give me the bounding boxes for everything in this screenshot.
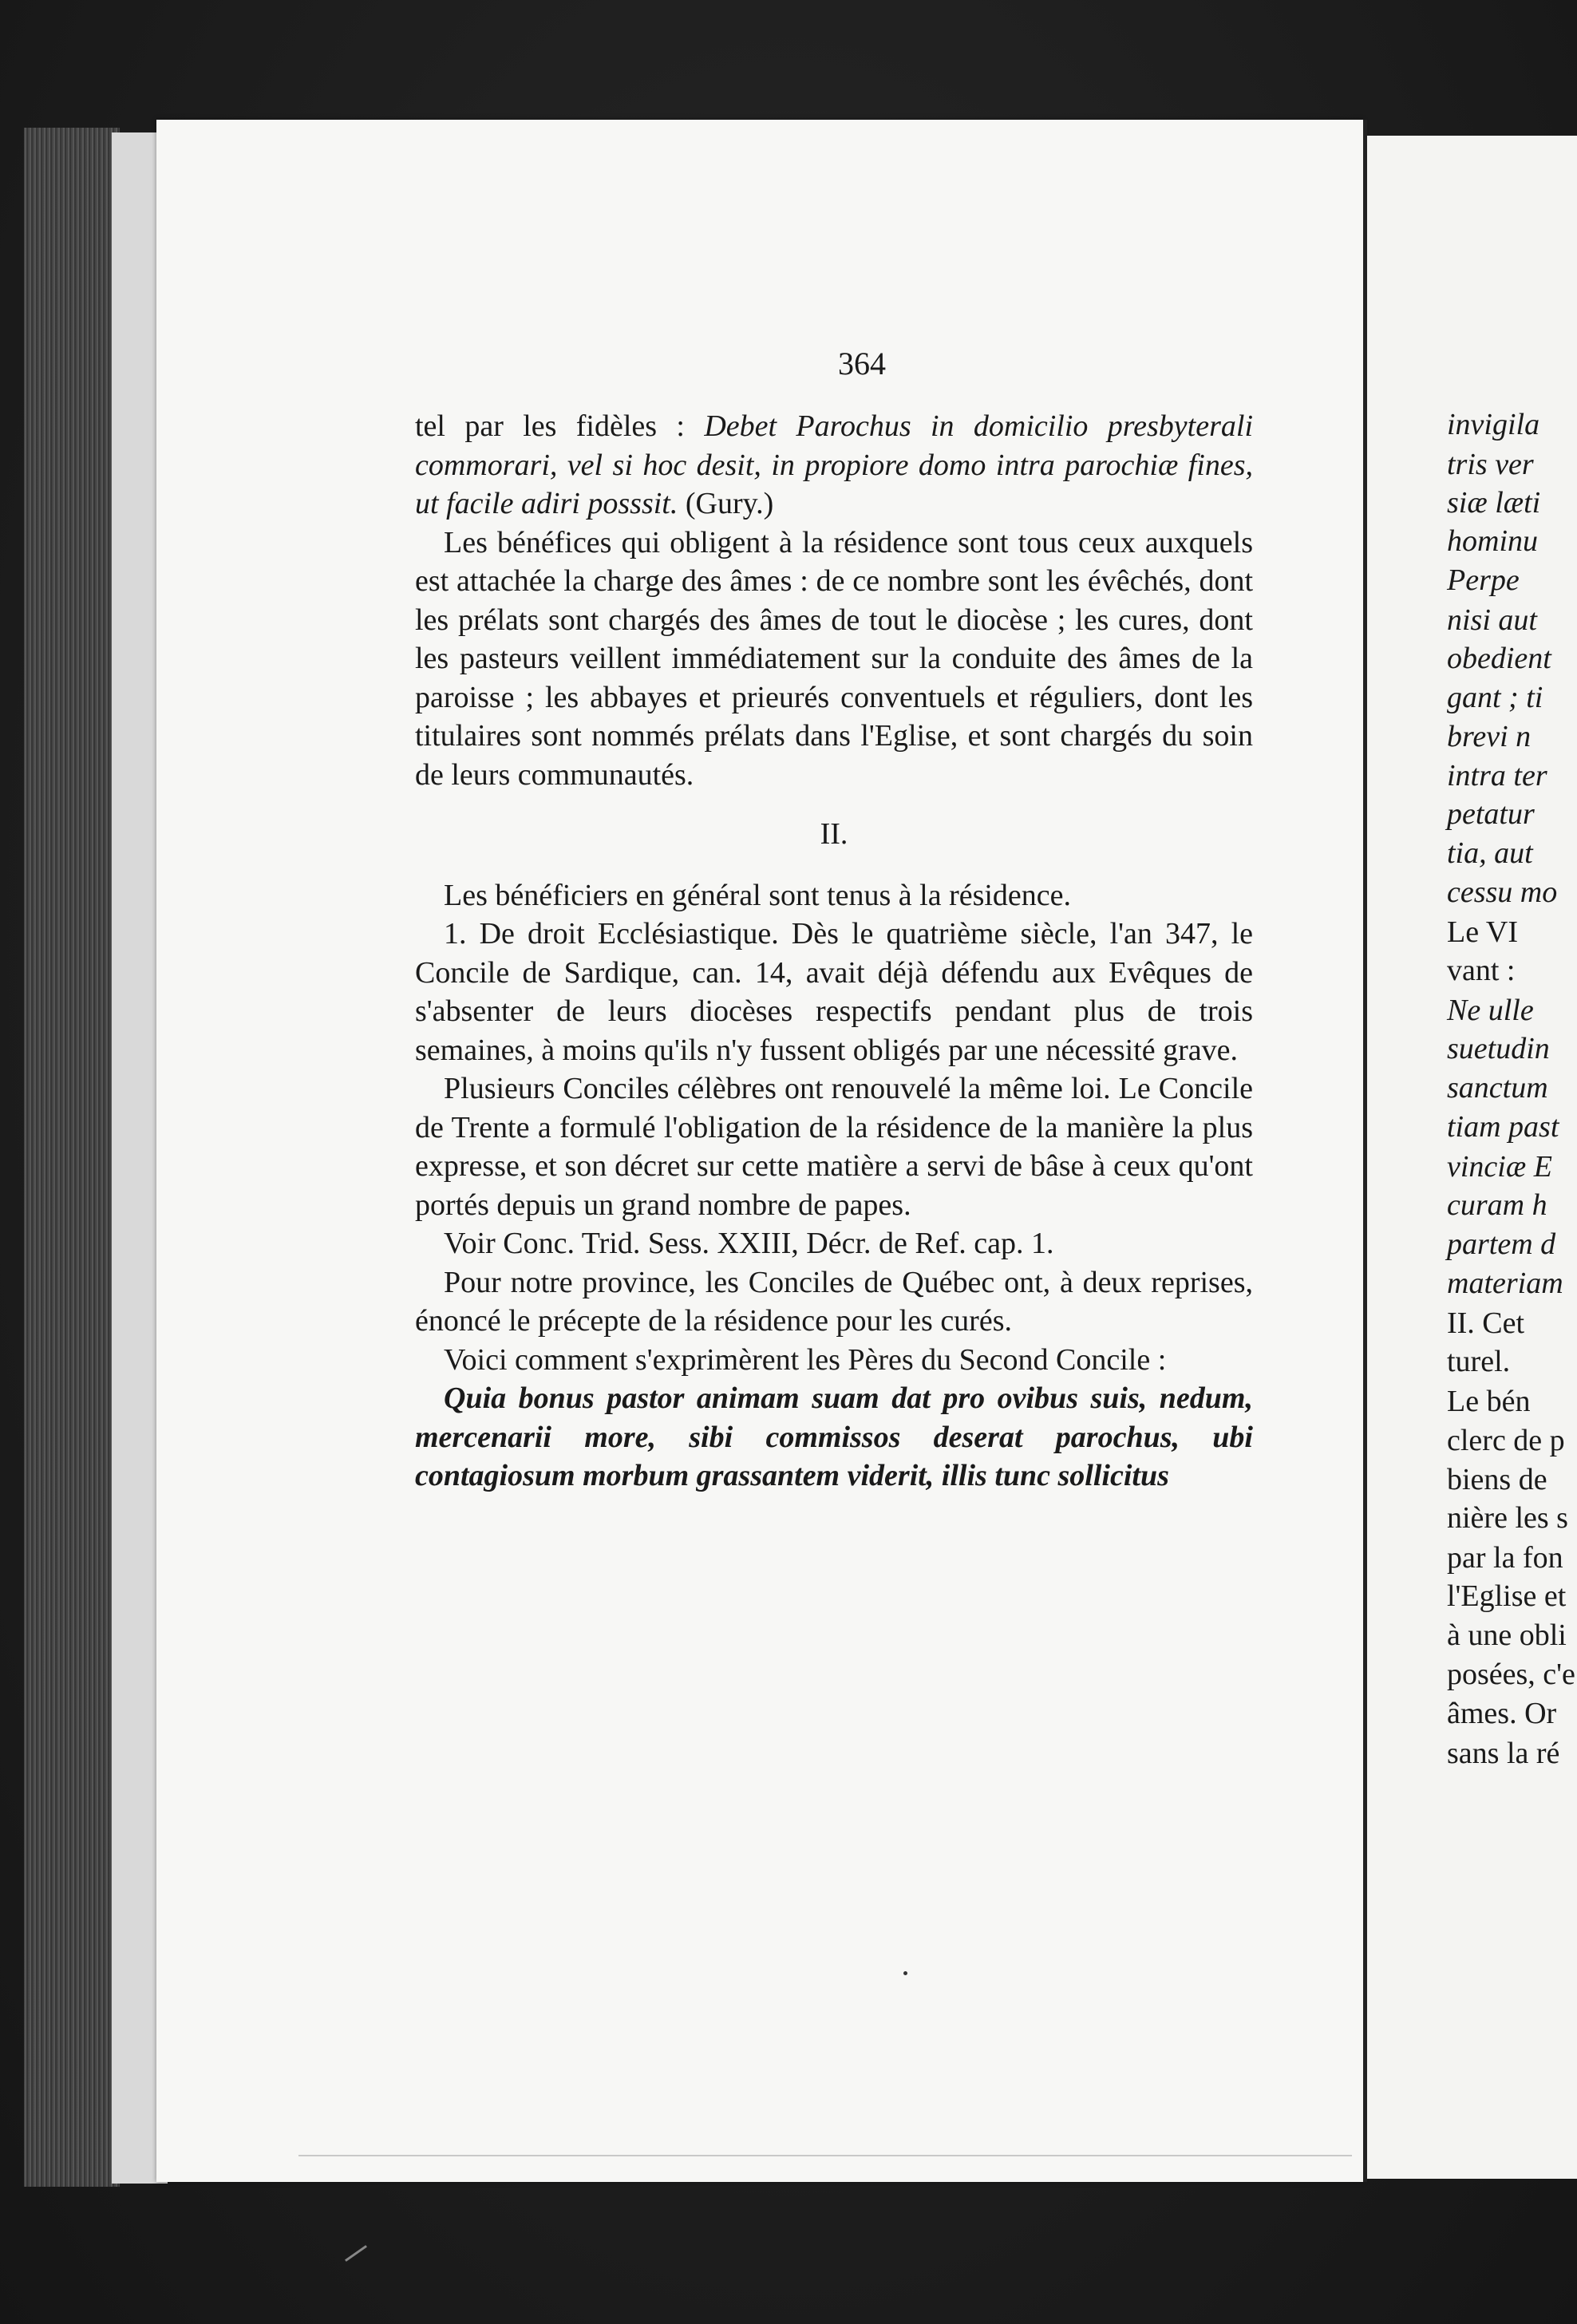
right-page-line: à une obli bbox=[1447, 1618, 1567, 1652]
right-page-line: âmes. Or bbox=[1447, 1697, 1557, 1730]
right-page-line: vant : bbox=[1447, 954, 1516, 987]
latin-quote-2: Quia bonus pastor animam suam dat pro ovibus suis, nedum, mercenarii more, sibi commissos deserat parochus, ubi contagiosum morbum grassantem viderit, illis tunc sollicitus bbox=[415, 1381, 1253, 1492]
right-page-line: invigila bbox=[1447, 408, 1540, 441]
right-page-line: turel. bbox=[1447, 1345, 1511, 1378]
paragraph-8: Voici comment s'exprimèrent les Pères du Second Concile : bbox=[444, 1342, 1167, 1377]
latin-quote-1: Debet Parochus in domicilio presbyterali commorari, vel si hoc desit, in propiore domo intra parochiæ fines, ut facile adiri posssit. bbox=[415, 409, 1254, 520]
right-page-line: curam h bbox=[1447, 1188, 1547, 1222]
paragraph-2: Les bénéfices qui obligent à la résidence sont tous ceux auxquels est attachée la charge des âmes : de ce nombre sont les évêchés, dont les prélats sont chargés des âmes de tout le diocèse ; les cures, dont les pasteurs veillent immédiatement sur la conduite des âmes de la paroisse ; les abbayes et prieurés conventuels et réguliers, dont les titulaires sont nommés prélats dans l'Eglise, et sont chargés du soin de leurs communautés. bbox=[415, 525, 1253, 792]
book-page-edges bbox=[24, 128, 120, 2187]
page-number: 364 bbox=[838, 346, 886, 381]
ink-speck bbox=[903, 1971, 907, 1975]
right-page-line: partem d bbox=[1447, 1227, 1556, 1261]
right-page-line: tia, aut bbox=[1447, 836, 1533, 870]
right-page-line: intra ter bbox=[1447, 759, 1547, 792]
right-page-line: Perpe bbox=[1447, 563, 1520, 597]
right-page-line: sanctum bbox=[1447, 1071, 1548, 1105]
right-page-line: Ne ulle bbox=[1447, 994, 1534, 1027]
right-page-line: nisi aut bbox=[1447, 603, 1537, 637]
paragraph-5: Plusieurs Conciles célèbres ont renouvelé la même loi. Le Concile de Trente a formulé l'obligation de la résidence de la manière la plus expresse, et son décret sur cette matière a servi de bâse à ceux qu'ont portés depuis un grand nombre de papes. bbox=[415, 1072, 1253, 1222]
right-page-line: nière les s bbox=[1447, 1501, 1568, 1535]
paragraph-1 bbox=[415, 407, 1253, 524]
right-page-line: materiam bbox=[1447, 1267, 1563, 1300]
paragraph-1-text: tel par les fidèles : bbox=[415, 409, 705, 443]
right-page-line: tris ver bbox=[1447, 448, 1534, 481]
page-border-line bbox=[298, 2155, 1352, 2156]
right-page-line: suetudin bbox=[1447, 1032, 1550, 1065]
right-page-line: brevi n bbox=[1447, 720, 1532, 753]
right-page-line: petatur bbox=[1447, 797, 1535, 831]
paragraph-7: Pour notre province, les Conciles de Québec ont, à deux reprises, énoncé le précepte de la résidence pour les curés. bbox=[415, 1265, 1253, 1338]
right-page-line: hominu bbox=[1447, 524, 1538, 558]
right-page-line: posées, c'e bbox=[1447, 1658, 1575, 1691]
left-page-text bbox=[415, 407, 1253, 1496]
right-page-line: Le bén bbox=[1447, 1385, 1531, 1418]
paragraph-3: Les bénéficiers en général sont tenus à la résidence. bbox=[444, 878, 1072, 912]
right-page-line: tiam past bbox=[1447, 1110, 1559, 1144]
right-page-line: siæ læti bbox=[1447, 486, 1541, 520]
citation-gury: (Gury.) bbox=[678, 487, 774, 520]
right-page-line: obedient bbox=[1447, 642, 1551, 675]
right-page-line: gant ; ti bbox=[1447, 681, 1543, 714]
right-page-line: l'Eglise et bbox=[1447, 1579, 1567, 1613]
right-page-line: vinciæ E bbox=[1447, 1150, 1552, 1184]
right-page-line: II. Cet bbox=[1447, 1306, 1525, 1340]
right-page-line: biens de bbox=[1447, 1463, 1547, 1496]
right-page-line: clerc de p bbox=[1447, 1424, 1565, 1457]
right-page-line: Le VI bbox=[1447, 915, 1518, 949]
paragraph-6: Voir Conc. Trid. Sess. XXIII, Décr. de Ref. cap. 1. bbox=[444, 1227, 1054, 1260]
paragraph-4: 1. De droit Ecclésiastique. Dès le quatrième siècle, l'an 347, le Concile de Sardique, can. 14, avait déjà défendu aux Evêques de s'absenter de leurs diocèses respectifs pendant plus de trois semaines, à moins qu'ils n'y fussent obligés par une nécessité grave. bbox=[415, 917, 1253, 1067]
right-page-line: cessu mo bbox=[1447, 875, 1558, 909]
right-page-line: par la fon bbox=[1447, 1541, 1563, 1575]
section-heading: II. bbox=[820, 817, 848, 851]
right-page-line: sans la ré bbox=[1447, 1737, 1560, 1770]
